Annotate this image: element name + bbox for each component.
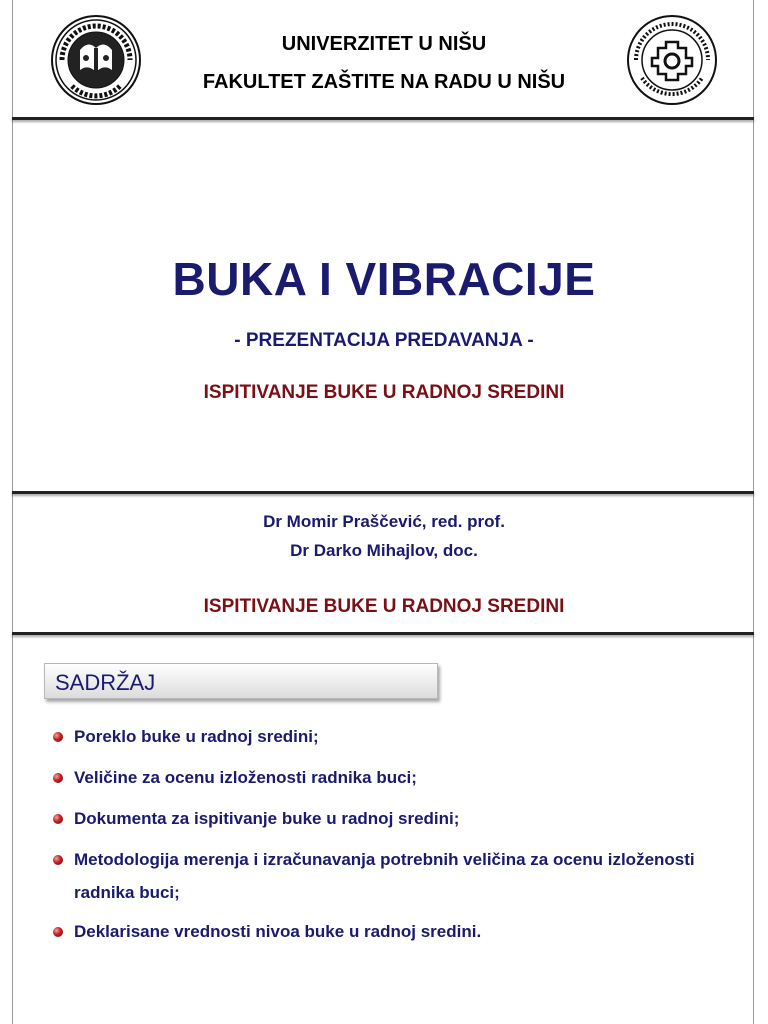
presentation-subtitle: - PREZENTACIJA PREDAVANJA - <box>234 330 534 351</box>
list-item <box>52 767 732 789</box>
list-item <box>52 843 732 909</box>
list-item <box>52 808 732 830</box>
presentation-topic: ISPITIVANJE BUKE U RADNOJ SREDINI <box>203 382 565 403</box>
contents-heading-box <box>44 663 438 699</box>
bullet-icon <box>53 855 63 865</box>
bullet-icon <box>53 732 63 742</box>
faculty-seal-icon <box>626 14 718 106</box>
header <box>0 0 768 118</box>
bullet-icon <box>53 814 63 824</box>
divider-top <box>12 117 754 120</box>
list-item <box>52 726 732 748</box>
list-item-text: Dokumenta za ispitivanje buke u radnoj sredini; <box>74 809 460 828</box>
list-item-text: Poreklo buke u radnoj sredini; <box>74 727 319 746</box>
list-item-text: Deklarisane vrednosti nivoa buke u radnoj sredini. <box>74 922 482 941</box>
authors-topic: ISPITIVANJE BUKE U RADNOJ SREDINI <box>203 596 565 617</box>
author-1: Dr Momir Praščević, red. prof. <box>263 512 505 531</box>
author-2: Dr Darko Mihajlov, doc. <box>290 541 478 560</box>
bullet-icon <box>53 927 63 937</box>
university-seal-icon <box>50 14 142 106</box>
presentation-title: BUKA I VIBRACIJE <box>172 253 596 305</box>
bullet-icon <box>53 773 63 783</box>
university-name: UNIVERZITET U NIŠU <box>281 33 487 55</box>
divider-middle <box>12 491 754 494</box>
contents-heading: SADRŽAJ <box>55 670 156 695</box>
contents-list <box>52 726 732 962</box>
list-item-text: Veličine za ocenu izloženosti radnika buci; <box>74 768 417 787</box>
divider-bottom <box>12 632 754 635</box>
faculty-name: FAKULTET ZAŠTITE NA RADU U NIŠU <box>202 71 566 93</box>
list-item <box>52 921 732 943</box>
list-item-text: Metodologija merenja i izračunavanja potrebnih veličina za ocenu izloženosti radnika buci; <box>74 850 695 902</box>
